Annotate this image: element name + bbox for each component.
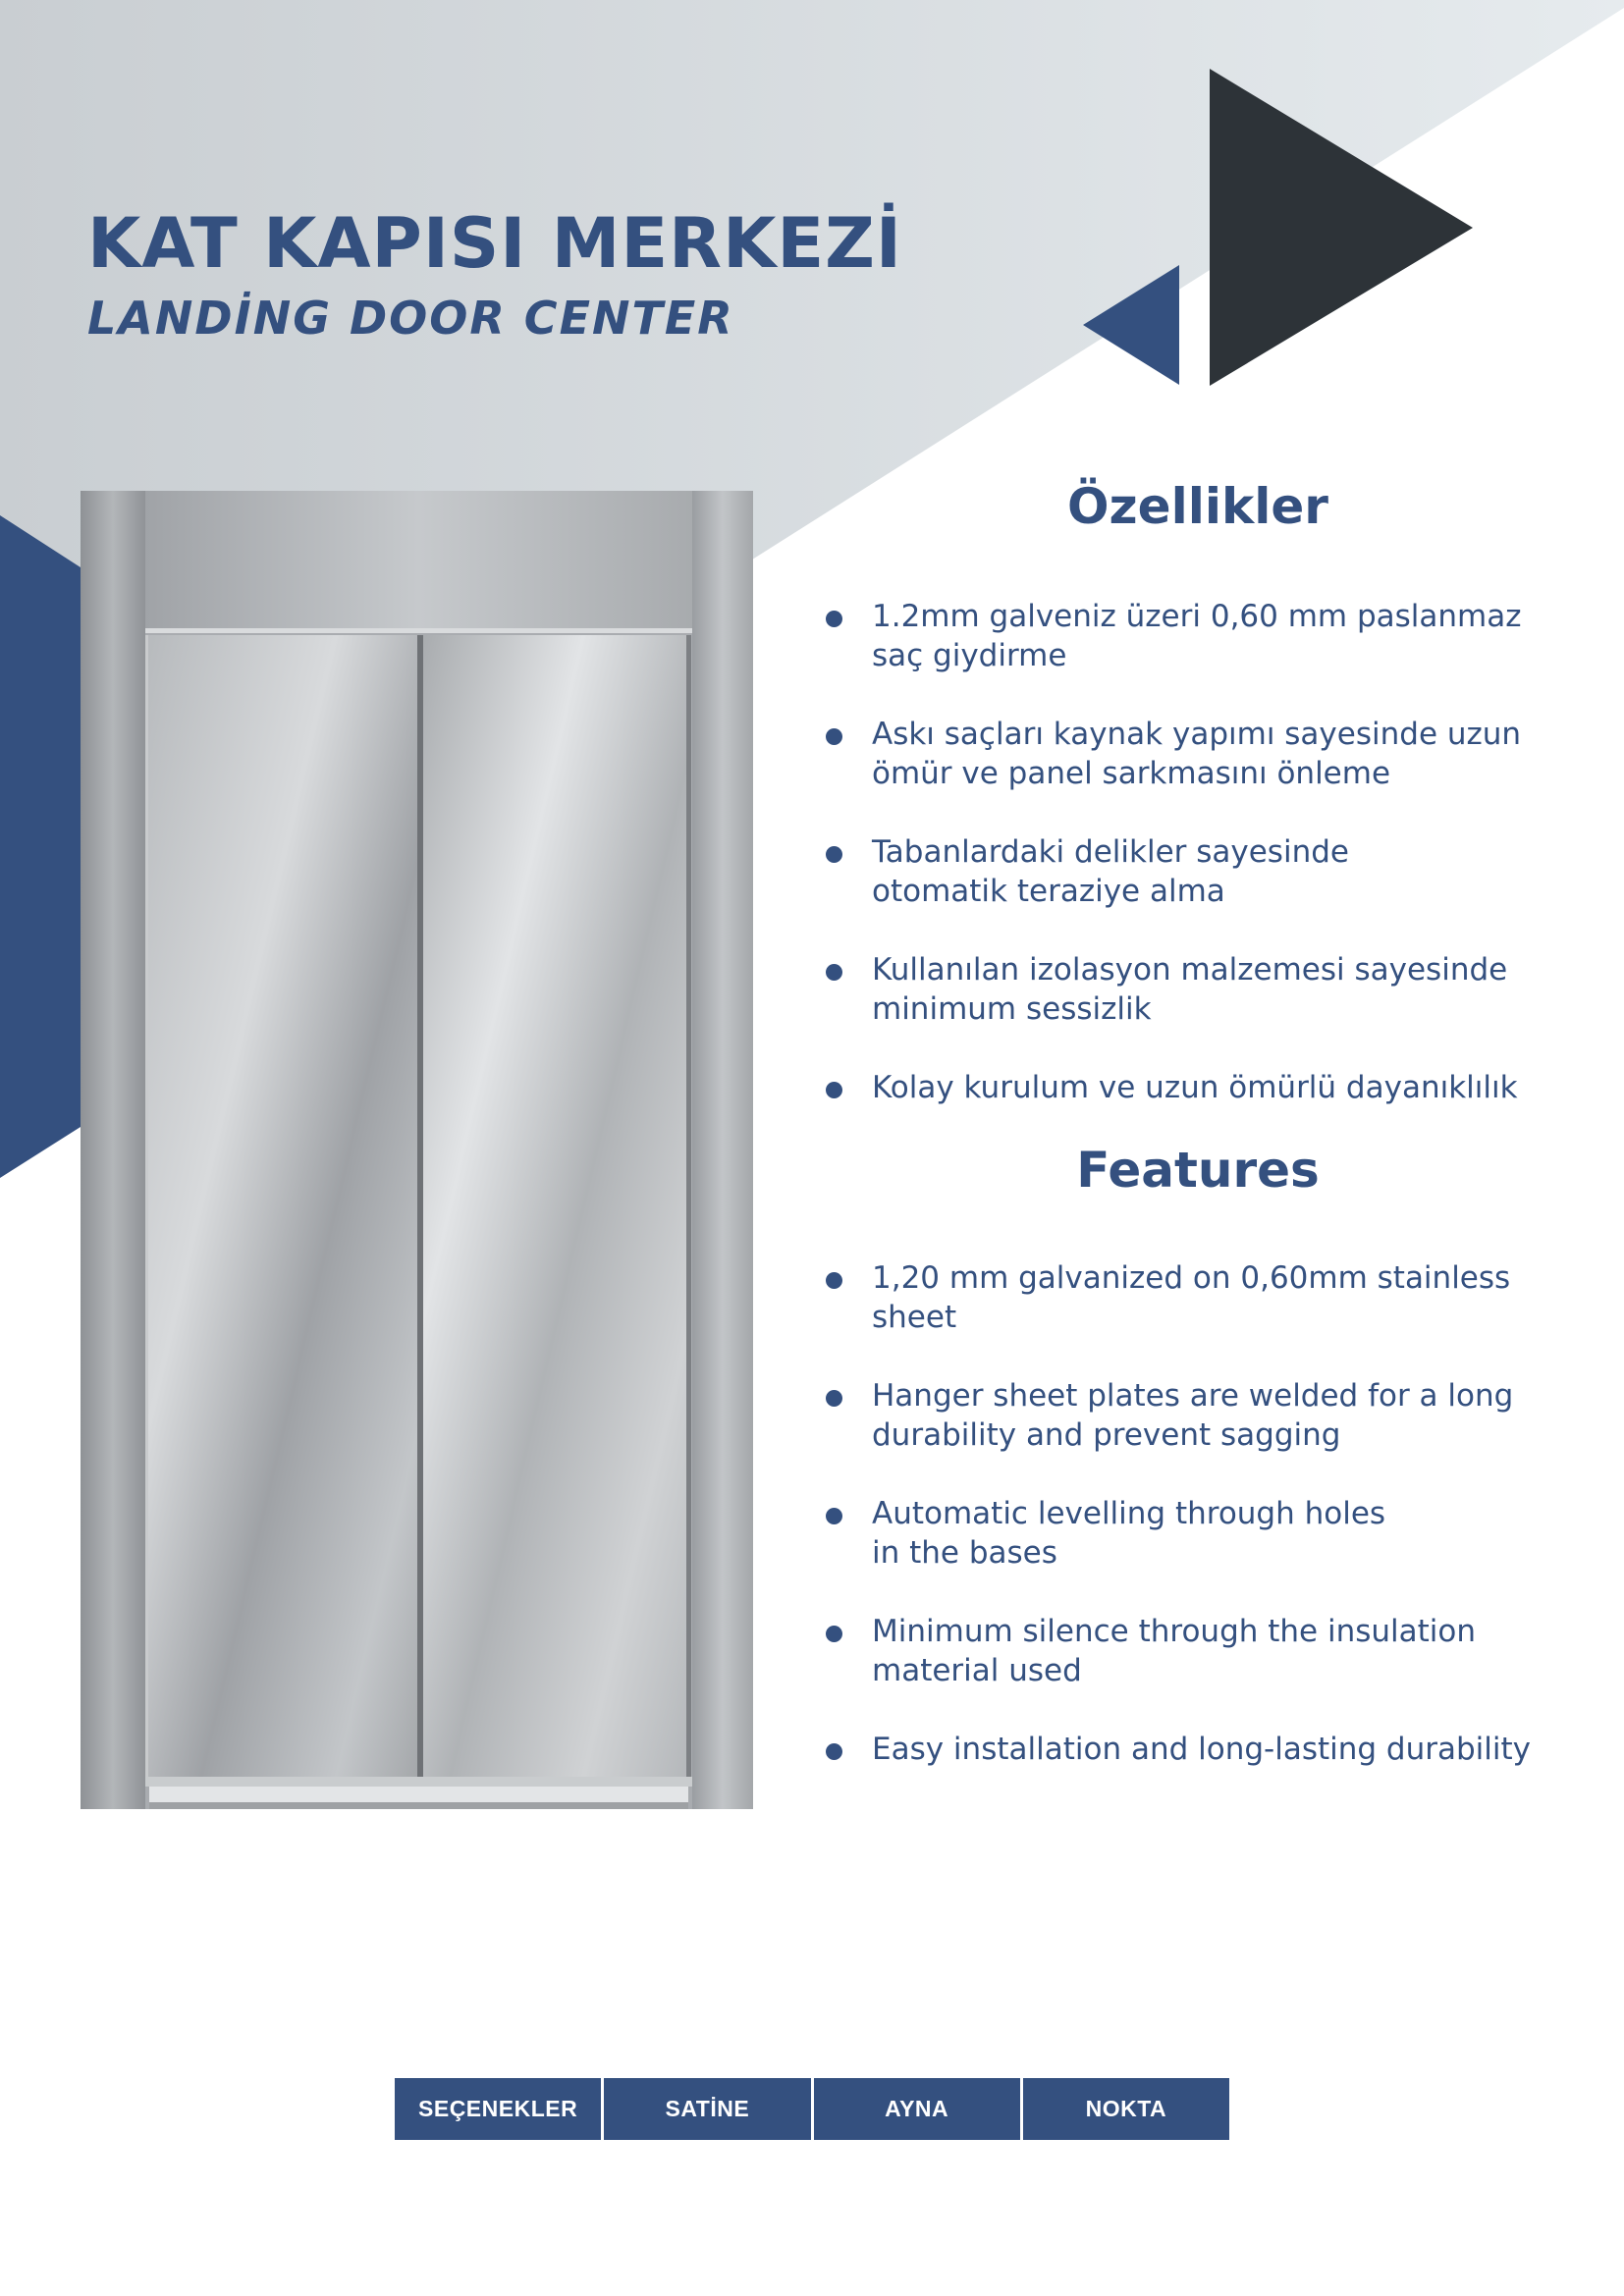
tab-ayna[interactable]: AYNA: [814, 2078, 1023, 2140]
tab-nokta[interactable]: NOKTA: [1023, 2078, 1229, 2140]
list-item: [825, 1376, 1571, 1455]
list-item-line: Askı saçları kaynak yapımı sayesinde uzun: [872, 717, 1522, 752]
bullet-icon: [826, 611, 842, 627]
bullet-icon: [826, 728, 842, 745]
list-item-line: saç giydirme: [872, 638, 1067, 673]
list-item-line: Minimum silence through the insulation: [872, 1614, 1477, 1649]
list-item-line: Hanger sheet plates are welded for a long: [872, 1378, 1514, 1414]
list-item-line: Automatic levelling through holes: [872, 1496, 1386, 1531]
page-subtitle: LANDİNG DOOR CENTER: [87, 292, 734, 345]
bullet-icon: [826, 964, 842, 981]
list-item-line: Easy installation and long-lasting durability: [872, 1732, 1532, 1767]
bullet-icon: [826, 1272, 842, 1289]
options-tab-bar: [395, 2078, 1229, 2140]
bullet-icon: [826, 1743, 842, 1760]
bullet-icon: [826, 1082, 842, 1098]
bullet-icon: [826, 1508, 842, 1524]
left-blue-triangle: [0, 515, 81, 1178]
tab-secenekler[interactable]: SEÇENEKLER: [395, 2078, 604, 2140]
list-item: [825, 597, 1571, 675]
list-item: [825, 1258, 1571, 1337]
list-item: [825, 950, 1571, 1029]
list-item: [825, 1730, 1571, 1769]
features-tr-heading: Özellikler: [1067, 478, 1328, 535]
features-en-heading: Features: [1076, 1142, 1320, 1199]
list-item: [825, 832, 1571, 911]
list-item: [825, 1612, 1571, 1690]
list-item-line: 1,20 mm galvanized on 0,60mm stainless: [872, 1260, 1511, 1296]
list-item-line: material used: [872, 1653, 1082, 1688]
page-title: KAT KAPISI MERKEZİ: [87, 203, 902, 284]
bullet-icon: [826, 1390, 842, 1407]
list-item-line: sheet: [872, 1300, 957, 1335]
bullet-icon: [826, 846, 842, 863]
list-item: [825, 1068, 1571, 1107]
title-block: [87, 203, 902, 345]
list-item-line: Kolay kurulum ve uzun ömürlü dayanıklılık: [872, 1070, 1518, 1105]
list-item: [825, 715, 1571, 793]
list-item-line: minimum sessizlik: [872, 991, 1152, 1027]
landing-door-photo: [81, 491, 753, 1809]
list-item-line: 1.2mm galveniz üzeri 0,60 mm paslanmaz: [872, 599, 1522, 634]
list-item-line: Kullanılan izolasyon malzemesi sayesinde: [872, 952, 1508, 988]
list-item-line: Tabanlardaki delikler sayesinde: [872, 834, 1349, 870]
list-item-line: ömür ve panel sarkmasını önleme: [872, 756, 1391, 791]
tab-satine[interactable]: SATİNE: [604, 2078, 813, 2140]
bullet-icon: [826, 1626, 842, 1642]
list-item-line: in the bases: [872, 1535, 1057, 1571]
list-item: [825, 1494, 1571, 1573]
list-item-line: durability and prevent sagging: [872, 1417, 1341, 1453]
list-item-line: otomatik teraziye alma: [872, 874, 1225, 909]
